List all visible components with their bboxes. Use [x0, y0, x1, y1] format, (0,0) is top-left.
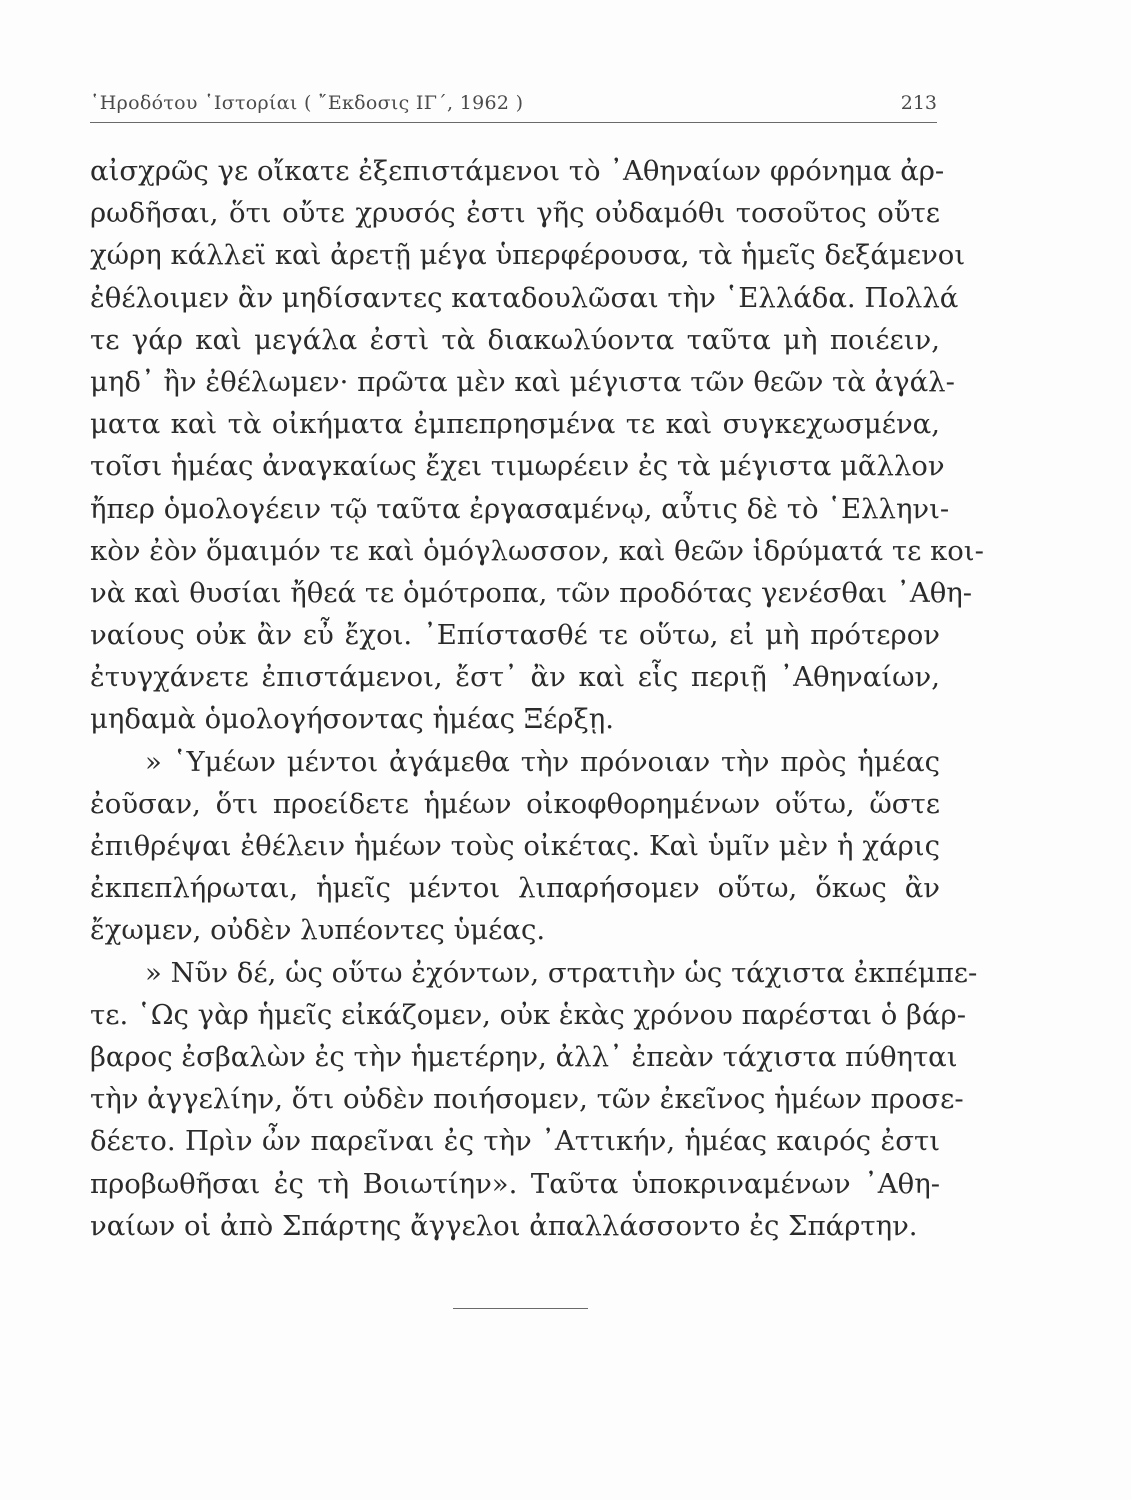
text-line: ναίων οἱ ἀπὸ Σπάρτης ἄγγελοι ἀπαλλάσσοντο ἐς Σπάρτην.	[90, 1209, 918, 1242]
text-line: μηδαμὰ ὁμολογήσοντας ἡμέας Ξέρξῃ.	[90, 703, 614, 736]
text-line: ἐοῦσαν, ὅτι προείδετε ἡμέων οἰκοφθορημένων οὕτω, ὥστε	[90, 787, 940, 820]
text-line: τὴν ἀγγελίην, ὅτι οὐδὲν ποιήσομεν, τῶν ἐκεῖνος ἡμέων προσε-	[90, 1083, 964, 1116]
text-line: » Νῦν δέ, ὡς οὕτω ἐχόντων, στρατιὴν ὡς τάχιστα ἐκπέμπε-	[145, 956, 978, 989]
page-number: 213	[900, 92, 937, 114]
text-line: ἔχωμεν, οὐδὲν λυπέοντες ὑμέας.	[90, 914, 546, 947]
text-line: τοῖσι ἡμέας ἀναγκαίως ἔχει τιμωρέειν ἐς τὰ μέγιστα μᾶλλον	[90, 450, 945, 483]
text-line: ἤπερ ὁμολογέειν τῷ ταῦτα ἐργασαμένῳ, αὖτις δὲ τὸ ῾Ελληνι-	[90, 492, 950, 525]
running-header	[90, 88, 937, 123]
text-line: αἰσχρῶς γε οἴκατε ἐξεπιστάμενοι τὸ ᾿Αθηναίων φρόνημα ἀρ-	[90, 155, 945, 187]
text-line: νὰ καὶ θυσίαι ἤθεά τε ὁμότροπα, τῶν προδότας γενέσθαι ᾿Αθη-	[90, 576, 973, 609]
text-line: τε γάρ καὶ μεγάλα ἐστὶ τὰ διακωλύοντα ταῦτα μὴ ποιέειν,	[90, 323, 940, 356]
text-line: ναίους οὐκ ἂν εὖ ἔχοι. ᾿Επίστασθέ τε οὕτω, εἰ μὴ πρότερον	[90, 619, 940, 652]
text-line: προβωθῆσαι ἐς τὴ Βοιωτίην». Ταῦτα ὑποκριναμένων ᾿Αθη-	[90, 1167, 940, 1200]
text-line: δέετο. Πρὶν ὦν παρεῖναι ἐς τὴν ᾿Αττικήν, ἡμέας καιρός ἐστι	[90, 1125, 940, 1158]
text-line: βαρος ἐσβαλὼν ἐς τὴν ἡμετέρην, ἀλλ᾿ ἐπεὰν τάχιστα πύθηται	[90, 1040, 958, 1073]
text-line: ἐκπεπλήρωται, ἡμεῖς μέντοι λιπαρήσομεν οὕτω, ὅκως ἂν	[90, 872, 940, 905]
text-line: » ῾Υμέων μέντοι ἀγάμεθα τὴν πρόνοιαν τὴν πρὸς ἡμέας	[145, 745, 940, 778]
text-line: ἐθέλοιμεν ἂν μηδίσαντες καταδουλῶσαι τὴν ῾Ελλάδα. Πολλά	[90, 281, 959, 314]
text-line: κὸν ἐὸν ὅμαιμόν τε καὶ ὁμόγλωσσον, καὶ θεῶν ἱδρύματά τε κοι-	[90, 534, 984, 567]
text-line: τε. ῾Ως γὰρ ἡμεῖς εἰκάζομεν, οὐκ ἑκὰς χρόνου παρέσται ὁ βάρ-	[90, 998, 966, 1031]
text-line: ματα καὶ τὰ οἰκήματα ἐμπεπρησμένα τε καὶ συγκεχωσμένα,	[90, 408, 940, 441]
header-title: ῾Ηροδότου ῾Ιστορίαι ( ῎Εκδοσις ΙΓ΄, 1962 )	[90, 92, 524, 114]
text-line: ρωδῆσαι, ὅτι οὔτε χρυσός ἐστι γῆς οὐδαμόθι τοσοῦτος οὔτε	[90, 197, 940, 230]
text-line: μηδ᾿ ἢν ἐθέλωμεν· πρῶτα μὲν καὶ μέγιστα τῶν θεῶν τὰ ἀγάλ-	[90, 365, 955, 398]
footer-rule	[453, 1308, 588, 1309]
text-line: ἐτυγχάνετε ἐπιστάμενοι, ἔστ᾿ ἂν καὶ εἷς περιῇ ᾿Αθηναίων,	[90, 661, 940, 694]
text-line: ἐπιθρέψαι ἐθέλειν ἡμέων τοὺς οἰκέτας. Καὶ ὑμῖν μὲν ἡ χάρις	[90, 830, 940, 862]
body-text	[90, 150, 984, 1247]
text-line: χώρη κάλλεϊ καὶ ἀρετῇ μέγα ὑπερφέρουσα, τὰ ἡμεῖς δεξάμενοι	[90, 239, 966, 272]
